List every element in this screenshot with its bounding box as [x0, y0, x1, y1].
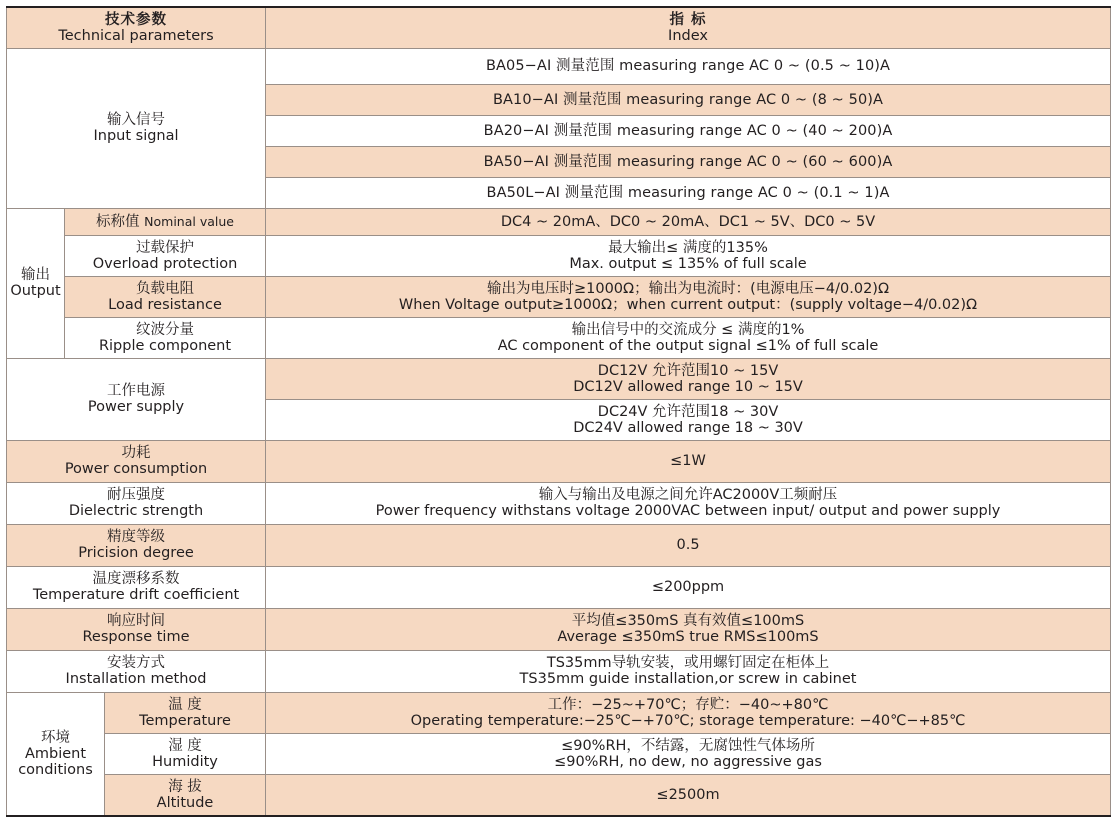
- table-row: [7, 524, 1111, 566]
- table-row: [7, 358, 1111, 399]
- row-label-zh: 响应时间: [107, 613, 165, 629]
- load-resistance-value-en: When Voltage output≥1000Ω；when current output：(supply voltage−4/0.02)Ω: [398, 296, 978, 313]
- nominal-value-label-en: Nominal value: [144, 213, 234, 229]
- table-row: [7, 692, 1111, 733]
- table-row: [7, 235, 1111, 276]
- altitude-label-zh: 海 拔: [168, 778, 202, 795]
- nominal-value-label-cell: [65, 208, 266, 235]
- input-range-ba20: [266, 115, 1111, 146]
- table-header-row: [7, 7, 1111, 48]
- row-label-en: Power consumption: [64, 461, 208, 477]
- temperature-value-cell: [266, 692, 1111, 733]
- row-value: ≤200ppm: [651, 579, 725, 595]
- table-row: [7, 440, 1111, 482]
- humidity-value-en: ≤90%RH, no dew, no aggressive gas: [554, 753, 822, 770]
- dielectric-label-cell: [7, 482, 266, 524]
- row-value-zh: 平均值≤350mS 真有效值≤100mS: [571, 613, 805, 629]
- response-time-label-cell: [7, 608, 266, 650]
- power-supply-24v-cell: [266, 399, 1111, 440]
- temp-drift-value-cell: [266, 566, 1111, 608]
- power-consumption-value-cell: [266, 440, 1111, 482]
- table-row: [7, 276, 1111, 317]
- row-label-zh: 耐压强度: [107, 487, 165, 503]
- environment-label-zh: 环境: [41, 729, 70, 746]
- humidity-label-zh: 湿 度: [168, 737, 202, 754]
- altitude-label-en: Altitude: [156, 794, 214, 811]
- input-range-text: BA50−AI 测量范围 measuring range AC 0 ~ (60 ~ 600)A: [483, 153, 893, 170]
- load-resistance-value-cell: [266, 276, 1111, 317]
- humidity-value-cell: [266, 733, 1111, 774]
- installation-value-cell: [266, 650, 1111, 692]
- input-range-text: BA10−AI 测量范围 measuring range AC 0 ~ (8 ~ 50)A: [492, 91, 884, 108]
- table-row: [7, 733, 1111, 774]
- humidity-label-en: Humidity: [152, 753, 218, 770]
- header-parameters-zh: 技术参数: [105, 11, 167, 28]
- temperature-value-zh: 工作：−25~+70℃；存贮：−40~+80℃: [547, 696, 829, 713]
- ripple-value-cell: [266, 317, 1111, 358]
- environment-label-cell: [7, 692, 105, 816]
- overload-label-en: Overload protection: [92, 255, 238, 272]
- input-range-text: BA50L−AI 测量范围 measuring range AC 0 ~ (0.1 ~ 1)A: [486, 184, 890, 201]
- precision-label-cell: [7, 524, 266, 566]
- row-label-zh: 精度等级: [107, 529, 165, 545]
- header-index-en: Index: [668, 27, 708, 44]
- row-label-zh: 功耗: [121, 445, 151, 461]
- input-range-ba50: [266, 146, 1111, 177]
- power-supply-label-en: Power supply: [87, 399, 185, 415]
- row-label-zh: 温度漂移系数: [92, 571, 180, 587]
- load-resistance-label-zh: 负载电阻: [136, 280, 194, 297]
- nominal-value-label-zh: 标称值: [96, 213, 140, 230]
- overload-value-zh: 最大输出≤ 满度的135%: [608, 239, 768, 256]
- row-value-en: TS35mm guide installation,or screw in cabinet: [519, 671, 857, 687]
- load-resistance-value-zh: 输出为电压时≥1000Ω；输出为电流时：(电源电压−4/0.02)Ω: [486, 280, 890, 297]
- input-signal-label-zh: 输入信号: [107, 112, 165, 128]
- overload-value-en: Max. output ≤ 135% of full scale: [569, 255, 807, 272]
- nominal-value-cell: [266, 208, 1111, 235]
- table-row: [7, 566, 1111, 608]
- dielectric-value-cell: [266, 482, 1111, 524]
- row-value: 0.5: [676, 537, 700, 553]
- output-label-cell: [7, 208, 65, 358]
- header-index-zh: 指 标: [669, 11, 707, 28]
- humidity-label-cell: [105, 733, 266, 774]
- table-row: [7, 650, 1111, 692]
- overload-label-cell: [65, 235, 266, 276]
- row-value: ≤1W: [670, 453, 706, 469]
- output-label-zh: 输出: [21, 267, 50, 283]
- input-range-text: BA20−AI 测量范围 measuring range AC 0 ~ (40 ~ 200)A: [483, 122, 893, 139]
- installation-label-cell: [7, 650, 266, 692]
- output-label-en: Output: [10, 283, 61, 299]
- load-resistance-label-en: Load resistance: [108, 296, 222, 313]
- row-value-zh: TS35mm导轨安装，或用螺钉固定在柜体上: [546, 655, 830, 671]
- input-signal-label-cell: [7, 48, 266, 208]
- temperature-label-cell: [105, 692, 266, 733]
- power-supply-label-zh: 工作电源: [107, 383, 165, 399]
- technical-parameters-table: [6, 6, 1111, 817]
- ripple-value-zh: 输出信号中的交流成分 ≤ 满度的1%: [571, 321, 805, 338]
- input-range-ba05: [266, 48, 1111, 84]
- ripple-label-en: Ripple component: [98, 337, 232, 354]
- table-row: [7, 208, 1111, 235]
- temperature-label-zh: 温 度: [168, 696, 202, 713]
- header-parameters-en: Technical parameters: [58, 27, 214, 44]
- power-consumption-label-cell: [7, 440, 266, 482]
- environment-label-en: Ambient conditions: [18, 745, 93, 778]
- row-label-en: Installation method: [65, 671, 207, 687]
- power-supply-12v-zh: DC12V 允许范围10 ~ 15V: [597, 362, 779, 379]
- altitude-label-cell: [105, 774, 266, 816]
- row-label-en: Temperature drift coefficient: [32, 587, 240, 603]
- input-range-text: BA05−AI 测量范围 measuring range AC 0 ~ (0.5 ~ 10)A: [485, 58, 891, 74]
- overload-label-zh: 过载保护: [136, 239, 194, 256]
- row-value-en: Power frequency withstans voltage 2000VAC between input/ output and power supply: [375, 503, 1001, 519]
- load-resistance-label-cell: [65, 276, 266, 317]
- table-row: [7, 608, 1111, 650]
- precision-value-cell: [266, 524, 1111, 566]
- input-range-ba10: [266, 84, 1111, 115]
- altitude-value: ≤2500m: [656, 786, 720, 803]
- humidity-value-zh: ≤90%RH，不结露，无腐蚀性气体场所: [561, 737, 815, 754]
- row-label-en: Dielectric strength: [68, 503, 204, 519]
- response-time-value-cell: [266, 608, 1111, 650]
- temperature-value-en: Operating temperature:−25℃−+70℃; storage temperature: −40℃−+85℃: [410, 712, 966, 729]
- table-row: [7, 317, 1111, 358]
- row-label-en: Pricision degree: [78, 545, 194, 561]
- row-label-zh: 安装方式: [107, 655, 165, 671]
- temperature-label-en: Temperature: [139, 712, 231, 729]
- spec-sheet: [6, 6, 1110, 817]
- power-supply-24v-zh: DC24V 允许范围18 ~ 30V: [597, 403, 779, 420]
- table-row: [7, 774, 1111, 816]
- header-index-cell: [266, 7, 1111, 48]
- ripple-label-zh: 纹波分量: [136, 321, 194, 338]
- input-range-ba50l: [266, 177, 1111, 208]
- row-value-zh: 输入与输出及电源之间允许AC2000V工频耐压: [538, 487, 838, 503]
- nominal-value-text: DC4 ~ 20mA、DC0 ~ 20mA、DC1 ~ 5V、DC0 ~ 5V: [500, 213, 876, 230]
- row-label-en: Response time: [82, 629, 190, 645]
- ripple-label-cell: [65, 317, 266, 358]
- ripple-value-en: AC component of the output signal ≤1% of full scale: [497, 337, 879, 354]
- header-parameters-cell: [7, 7, 266, 48]
- table-row: [7, 48, 1111, 84]
- row-value-en: Average ≤350mS true RMS≤100mS: [557, 629, 819, 645]
- power-supply-12v-en: DC12V allowed range 10 ~ 15V: [573, 378, 803, 395]
- temp-drift-label-cell: [7, 566, 266, 608]
- power-supply-24v-en: DC24V allowed range 18 ~ 30V: [573, 419, 803, 436]
- overload-value-cell: [266, 235, 1111, 276]
- power-supply-label-cell: [7, 358, 266, 440]
- input-signal-label-en: Input signal: [93, 128, 179, 144]
- table-row: [7, 482, 1111, 524]
- power-supply-12v-cell: [266, 358, 1111, 399]
- altitude-value-cell: [266, 774, 1111, 816]
